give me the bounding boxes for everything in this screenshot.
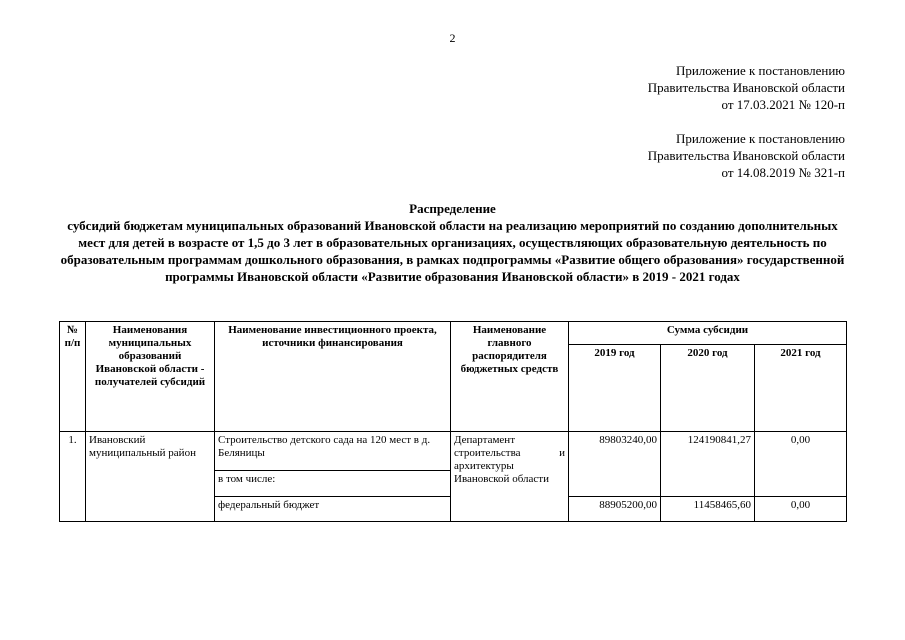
header-municipality: Наименования муниципальных образований Ивановской области - получателей субсидий: [86, 322, 215, 432]
appendix-line: Приложение к постановлению: [675, 63, 845, 78]
header-year-2019: 2019 год: [569, 345, 661, 432]
appendix-reference-original: [648, 130, 845, 181]
appendix-date-number: от 14.08.2019 № 321-п: [721, 165, 845, 180]
row-federal-budget-label: федеральный бюджет: [215, 497, 451, 522]
title-heading: Распределение: [409, 201, 496, 216]
federal-2020: 11458465,60: [661, 497, 755, 522]
row-num: 1.: [60, 432, 86, 522]
federal-2021: 0,00: [755, 497, 847, 522]
header-administrator: Наименование главного распорядителя бюджетных средств: [451, 322, 569, 432]
row-project-name: Строительство детского сада на 120 мест в д. Беляницы: [215, 432, 451, 471]
federal-2019: 88905200,00: [569, 497, 661, 522]
header-year-2020: 2020 год: [661, 345, 755, 432]
row-administrator: Департамент строительства и архитектуры Ивановской области: [451, 432, 569, 522]
header-subsidy-sum: Сумма субсидии: [569, 322, 847, 345]
page-number: 2: [449, 31, 456, 45]
table-row: [60, 432, 847, 471]
total-2021: 0,00: [755, 432, 847, 497]
document-title: [60, 200, 845, 285]
row-including-label: в том числе:: [215, 471, 451, 497]
appendix-line: Правительства Ивановской области: [647, 80, 845, 95]
total-2019: 89803240,00: [569, 432, 661, 497]
subsidy-table: [59, 321, 847, 522]
appendix-line: Приложение к постановлению: [675, 131, 845, 146]
header-project: Наименование инвестиционного проекта, источники финансирования: [215, 322, 451, 432]
appendix-date-number: от 17.03.2021 № 120-п: [721, 97, 845, 112]
header-year-2021: 2021 год: [755, 345, 847, 432]
row-municipality: Ивановский муниципальный район: [86, 432, 215, 522]
total-2020: 124190841,27: [661, 432, 755, 497]
header-num: № п/п: [60, 322, 86, 432]
title-body: субсидий бюджетам муниципальных образований Ивановской области на реализацию мероприятий по созданию дополнительных мест для детей в возрасте от 1,5 до 3 лет в образовательных организациях, осуществляющих образовательную деятельность по образовательным программам дошкольного образования, в рамках подпрограммы «Развитие общего образования» государственной программы Ивановской области «Развитие образования Ивановской области» в 2019 - 2021 годах: [60, 218, 845, 284]
appendix-line: Правительства Ивановской области: [647, 148, 845, 163]
appendix-reference-current: [648, 62, 845, 113]
